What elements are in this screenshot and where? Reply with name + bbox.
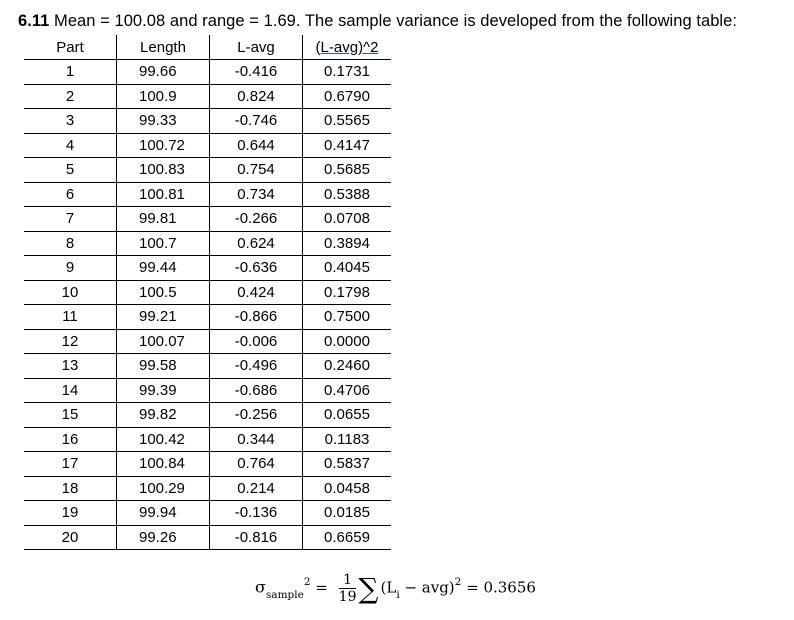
cell-l-avg-squared: 0.5388 — [303, 182, 392, 207]
cell-part: 17 — [61, 455, 79, 473]
header-l-avg-squared-text: (L-avg)^2 — [315, 38, 379, 56]
cell-length: 100.84 — [117, 452, 210, 477]
cell-length: 99.82 — [117, 403, 210, 428]
cell-part: 8 — [65, 234, 75, 252]
table-row — [24, 427, 391, 452]
cell-l-avg: -0.256 — [210, 403, 303, 428]
cell-l-avg: 0.624 — [210, 231, 303, 256]
cell-length: 100.72 — [117, 133, 210, 158]
cell-l-avg-squared: 0.5685 — [303, 158, 392, 183]
table-row — [24, 501, 391, 526]
formula-term-exponent: 2 — [454, 575, 462, 588]
cell-length: 100.29 — [117, 476, 210, 501]
variance-formula — [255, 572, 536, 605]
cell-part: 15 — [61, 406, 79, 424]
cell-l-avg: 0.754 — [210, 158, 303, 183]
table-row — [24, 378, 391, 403]
summation-symbol: ∑ — [358, 572, 379, 605]
cell-l-avg-squared: 0.1183 — [303, 427, 392, 452]
cell-part: 12 — [61, 332, 79, 350]
fraction-numerator: 1 — [343, 572, 353, 588]
cell-l-avg-squared: 0.4706 — [303, 378, 392, 403]
cell-l-avg: -0.816 — [210, 525, 303, 550]
cell-l-avg: -0.746 — [210, 109, 303, 134]
cell-l-avg-squared: 0.0000 — [303, 329, 392, 354]
problem-number: 6.11 — [18, 12, 50, 30]
cell-part: 2 — [65, 87, 75, 105]
sigma-symbol: σ — [255, 577, 266, 597]
formula-term-rest: − avg) — [399, 578, 455, 597]
table-row — [24, 354, 391, 379]
cell-l-avg: -0.136 — [210, 501, 303, 526]
cell-l-avg: -0.686 — [210, 378, 303, 403]
cell-length: 99.33 — [117, 109, 210, 134]
cell-l-avg: -0.866 — [210, 305, 303, 330]
cell-l-avg: 0.424 — [210, 280, 303, 305]
cell-l-avg-squared: 0.2460 — [303, 354, 392, 379]
table-header-row — [24, 35, 391, 60]
cell-l-avg: -0.496 — [210, 354, 303, 379]
cell-l-avg: 0.764 — [210, 452, 303, 477]
cell-l-avg: 0.344 — [210, 427, 303, 452]
table-row — [24, 329, 391, 354]
cell-l-avg-squared: 0.6659 — [303, 525, 392, 550]
cell-part: 10 — [61, 283, 79, 301]
fraction-denominator: 19 — [338, 589, 357, 605]
cell-part: 16 — [61, 430, 79, 448]
formula-term: (L — [380, 578, 397, 597]
table-body — [24, 60, 391, 550]
cell-l-avg-squared: 0.5565 — [303, 109, 392, 134]
cell-part: 7 — [65, 210, 75, 228]
cell-part: 11 — [62, 308, 78, 326]
cell-l-avg-squared: 0.4045 — [303, 256, 392, 281]
sigma-subscript: sample — [265, 588, 304, 601]
cell-l-avg-squared: 0.4147 — [303, 133, 392, 158]
cell-length: 100.7 — [117, 231, 210, 256]
table-row — [24, 476, 391, 501]
cell-part: 4 — [65, 136, 75, 154]
cell-l-avg-squared: 0.5837 — [303, 452, 392, 477]
cell-l-avg: -0.416 — [210, 60, 303, 85]
table-row — [24, 525, 391, 550]
table-row — [24, 452, 391, 477]
sigma-exponent: 2 — [303, 575, 311, 588]
table-row — [24, 256, 391, 281]
cell-part: 6 — [65, 185, 75, 203]
cell-length: 99.94 — [117, 501, 210, 526]
cell-length: 99.21 — [117, 305, 210, 330]
cell-l-avg-squared: 0.0185 — [303, 501, 392, 526]
table-row — [24, 133, 391, 158]
cell-part: 9 — [65, 259, 75, 277]
table-row — [24, 231, 391, 256]
cell-part: 19 — [61, 504, 79, 522]
table-row — [24, 207, 391, 232]
cell-l-avg-squared: 0.7500 — [303, 305, 392, 330]
table-row — [24, 305, 391, 330]
cell-length: 100.5 — [117, 280, 210, 305]
cell-l-avg: -0.006 — [210, 329, 303, 354]
variance-table — [24, 35, 391, 550]
cell-part: 13 — [61, 357, 79, 375]
header-l-avg: L-avg — [210, 35, 303, 60]
table-row — [24, 280, 391, 305]
cell-l-avg: 0.644 — [210, 133, 303, 158]
cell-l-avg-squared: 0.0458 — [303, 476, 392, 501]
formula-result: = 0.3656 — [461, 578, 536, 597]
problem-heading — [18, 12, 737, 31]
header-part: Part — [56, 38, 84, 56]
cell-length: 99.81 — [117, 207, 210, 232]
cell-l-avg: -0.266 — [210, 207, 303, 232]
cell-l-avg-squared: 0.3894 — [303, 231, 392, 256]
cell-part: 1 — [65, 63, 75, 81]
cell-l-avg-squared: 0.0655 — [303, 403, 392, 428]
table-row — [24, 182, 391, 207]
header-l-avg-squared — [303, 35, 392, 60]
cell-l-avg: 0.214 — [210, 476, 303, 501]
cell-length: 99.58 — [117, 354, 210, 379]
cell-length: 100.07 — [117, 329, 210, 354]
table-row — [24, 158, 391, 183]
cell-length: 99.66 — [117, 60, 210, 85]
cell-part: 5 — [65, 161, 75, 179]
cell-l-avg: -0.636 — [210, 256, 303, 281]
cell-length: 99.26 — [117, 525, 210, 550]
problem-statement: Mean = 100.08 and range = 1.69. The sample variance is developed from the following table: — [49, 12, 738, 30]
cell-l-avg: 0.824 — [210, 84, 303, 109]
cell-l-avg-squared: 0.1798 — [303, 280, 392, 305]
cell-length: 99.39 — [117, 378, 210, 403]
cell-length: 100.81 — [117, 182, 210, 207]
formula-term-subscript: i — [396, 588, 400, 601]
cell-l-avg-squared: 0.1731 — [303, 60, 392, 85]
table-row — [24, 403, 391, 428]
cell-l-avg: 0.734 — [210, 182, 303, 207]
cell-part: 18 — [61, 479, 79, 497]
cell-part: 20 — [61, 528, 79, 546]
cell-length: 100.83 — [117, 158, 210, 183]
cell-l-avg-squared: 0.6790 — [303, 84, 392, 109]
cell-length: 100.42 — [117, 427, 210, 452]
table-row — [24, 60, 391, 85]
cell-part: 14 — [61, 381, 79, 399]
cell-length: 99.44 — [117, 256, 210, 281]
cell-length: 100.9 — [117, 84, 210, 109]
cell-l-avg-squared: 0.0708 — [303, 207, 392, 232]
cell-part: 3 — [65, 112, 75, 130]
formula-fraction — [339, 572, 357, 605]
table-row — [24, 109, 391, 134]
table-row — [24, 84, 391, 109]
header-length: Length — [117, 35, 210, 60]
formula-equals: = — [315, 578, 328, 597]
